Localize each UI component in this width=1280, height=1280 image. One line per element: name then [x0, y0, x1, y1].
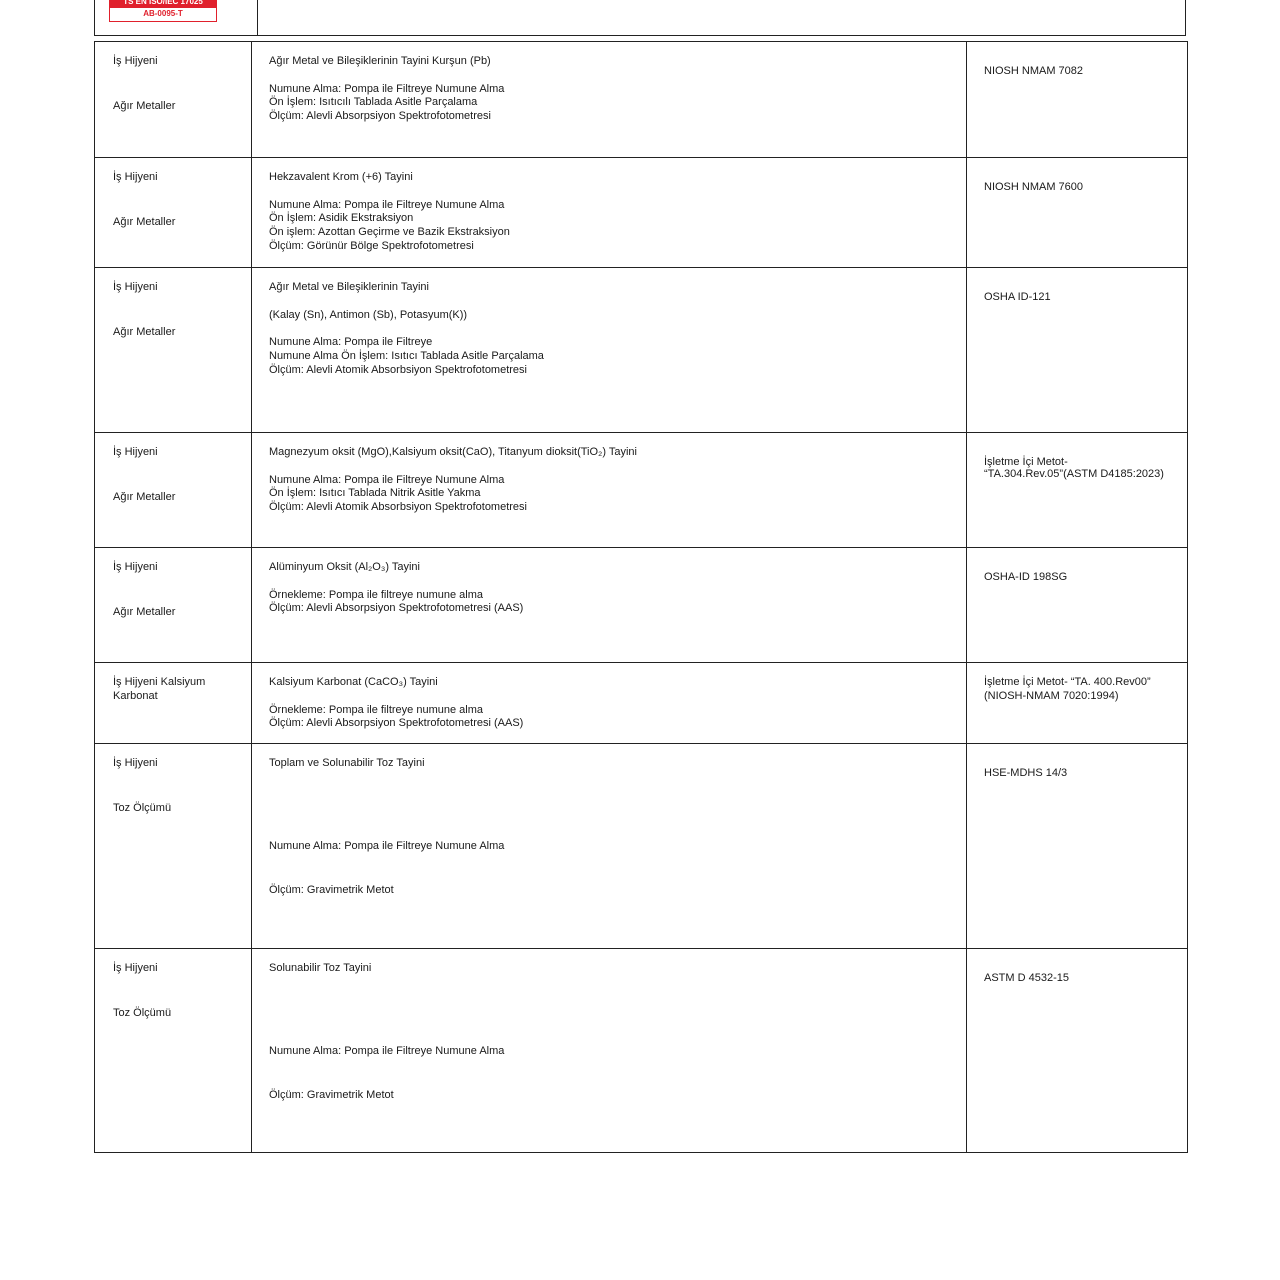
- analysis-cell: [252, 42, 967, 158]
- procedure-line: Ön İşlem: Asidik Ekstraksiyon: [269, 212, 414, 225]
- table-row: [95, 42, 1188, 158]
- method-reference: HSE-MDHS 14/3: [984, 767, 1068, 779]
- analysis-cell: [252, 268, 967, 433]
- category-label: İş Hijyeni: [113, 446, 158, 458]
- header-divider: [257, 0, 258, 35]
- method-cell: [967, 158, 1188, 268]
- procedure-line: Ölçüm: Gravimetrik Metot: [269, 1089, 394, 1102]
- subcategory-label: Ağır Metaller: [113, 606, 176, 618]
- analysis-cell: [252, 158, 967, 268]
- method-reference: “TA.304.Rev.05”(ASTM D4185:2023): [984, 468, 1164, 480]
- table-row: [95, 744, 1188, 949]
- method-cell: [967, 268, 1188, 433]
- method-reference: (NIOSH-NMAM 7020:1994): [984, 689, 1119, 702]
- method-reference: OSHA ID-121: [984, 291, 1051, 303]
- accreditation-number: AB-0095-T: [143, 9, 183, 18]
- subcategory-label: Toz Ölçümü: [113, 1007, 172, 1019]
- table-row: [95, 268, 1188, 433]
- category-cell: [95, 42, 252, 158]
- method-cell: [967, 663, 1188, 744]
- procedure-line: Ölçüm: Alevli Absorpsiyon Spektrofotometresi: [269, 110, 491, 123]
- category-label: İş Hijyeni: [113, 281, 158, 293]
- analysis-title: Magnezyum oksit (MgO),Kalsiyum oksit(CaO), Titanyum dioksit(TiO₂) Tayini: [269, 446, 637, 458]
- table-row: [95, 663, 1188, 744]
- category-cell: [95, 268, 252, 433]
- procedure-line: Örnekleme: Pompa ile filtreye numune alma: [269, 588, 483, 601]
- analysis-title: Toplam ve Solunabilir Toz Tayini: [269, 757, 425, 769]
- procedure-line: Ön İşlem: Isıtıcı Tablada Nitrik Asitle Yakma: [269, 487, 481, 500]
- procedure-line: Numune Alma: Pompa ile Filtreye: [269, 336, 433, 349]
- category-label: Karbonat: [113, 689, 158, 702]
- method-reference: NIOSH NMAM 7082: [984, 65, 1084, 77]
- table-row: [95, 548, 1188, 663]
- method-reference: NIOSH NMAM 7600: [984, 181, 1084, 193]
- procedure-line: Numune Alma: Pompa ile Filtreye Numune Alma: [269, 1044, 505, 1057]
- category-cell: [95, 433, 252, 548]
- scope-table: [94, 41, 1188, 1153]
- analysis-subtitle: (Kalay (Sn), Antimon (Sb), Potasyum(K)): [269, 308, 468, 321]
- analysis-cell: [252, 744, 967, 949]
- procedure-line: Numune Alma: Pompa ile Filtreye Numune Alma: [269, 473, 505, 486]
- procedure-line: Ön İşlem: Isıtıcılı Tablada Asitle Parçalama: [269, 96, 478, 109]
- category-label: İş Hijyeni: [113, 561, 158, 573]
- method-reference: İşletme İçi Metot-: [984, 456, 1068, 468]
- accreditation-standard: TS EN ISO/IEC 17025: [110, 0, 216, 8]
- analysis-cell: [252, 548, 967, 663]
- analysis-cell: [252, 433, 967, 548]
- subcategory-label: Ağır Metaller: [113, 326, 176, 338]
- procedure-line: Numune Alma: Pompa ile Filtreye Numune Alma: [269, 198, 505, 211]
- procedure-line: Ön işlem: Azottan Geçirme ve Bazik Ekstraksiyon: [269, 226, 510, 239]
- category-label: İş Hijyeni: [113, 171, 158, 183]
- procedure-line: Örnekleme: Pompa ile filtreye numune alma: [269, 703, 483, 716]
- category-label: İş Hijyeni Kalsiyum: [113, 676, 206, 688]
- method-cell: [967, 433, 1188, 548]
- analysis-title: Hekzavalent Krom (+6) Tayini: [269, 171, 413, 183]
- procedure-line: Numune Alma Ön İşlem: Isıtıcı Tablada Asitle Parçalama: [269, 350, 544, 363]
- subcategory-label: Ağır Metaller: [113, 100, 176, 112]
- analysis-title: Ağır Metal ve Bileşiklerinin Tayini Kurşun (Pb): [269, 55, 491, 67]
- procedure-line: Ölçüm: Gravimetrik Metot: [269, 884, 394, 897]
- procedure-line: Numune Alma: Pompa ile Filtreye Numune Alma: [269, 82, 505, 95]
- analysis-cell: [252, 949, 967, 1153]
- method-cell: [967, 548, 1188, 663]
- method-cell: [967, 744, 1188, 949]
- method-cell: [967, 949, 1188, 1153]
- procedure-line: Ölçüm: Alevli Atomik Absorbsiyon Spektrofotometresi: [269, 501, 527, 514]
- category-cell: [95, 744, 252, 949]
- category-cell: [95, 949, 252, 1153]
- category-cell: [95, 663, 252, 744]
- procedure-line: Ölçüm: Görünür Bölge Spektrofotometresi: [269, 239, 474, 252]
- category-label: İş Hijyeni: [113, 55, 158, 67]
- method-cell: [967, 42, 1188, 158]
- table-row: [95, 949, 1188, 1153]
- procedure-line: Ölçüm: Alevli Absorpsiyon Spektrofotometresi (AAS): [269, 602, 524, 615]
- method-reference: ASTM D 4532-15: [984, 972, 1069, 984]
- analysis-title: Kalsiyum Karbonat (CaCO₃) Tayini: [269, 676, 438, 688]
- subcategory-label: Ağır Metaller: [113, 216, 176, 228]
- category-cell: [95, 158, 252, 268]
- category-label: İş Hijyeni: [113, 757, 158, 769]
- header-box: [94, 0, 1186, 36]
- procedure-line: Ölçüm: Alevli Atomik Absorbsiyon Spektrofotometresi: [269, 363, 527, 376]
- table-row: [95, 158, 1188, 268]
- table-row: [95, 433, 1188, 548]
- analysis-title: Solunabilir Toz Tayini: [269, 962, 372, 974]
- category-label: İş Hijyeni: [113, 962, 158, 974]
- analysis-cell: [252, 663, 967, 744]
- analysis-title: Alüminyum Oksit (Al₂O₃) Tayini: [269, 561, 420, 573]
- method-reference: OSHA-ID 198SG: [984, 571, 1068, 583]
- accreditation-badge: [109, 0, 217, 22]
- category-cell: [95, 548, 252, 663]
- subcategory-label: Ağır Metaller: [113, 491, 176, 503]
- procedure-line: Ölçüm: Alevli Absorpsiyon Spektrofotometresi (AAS): [269, 717, 524, 730]
- method-reference: İşletme İçi Metot- “TA. 400.Rev00”: [984, 676, 1151, 688]
- subcategory-label: Toz Ölçümü: [113, 802, 172, 814]
- procedure-line: Numune Alma: Pompa ile Filtreye Numune Alma: [269, 839, 505, 852]
- analysis-title: Ağır Metal ve Bileşiklerinin Tayini: [269, 281, 429, 293]
